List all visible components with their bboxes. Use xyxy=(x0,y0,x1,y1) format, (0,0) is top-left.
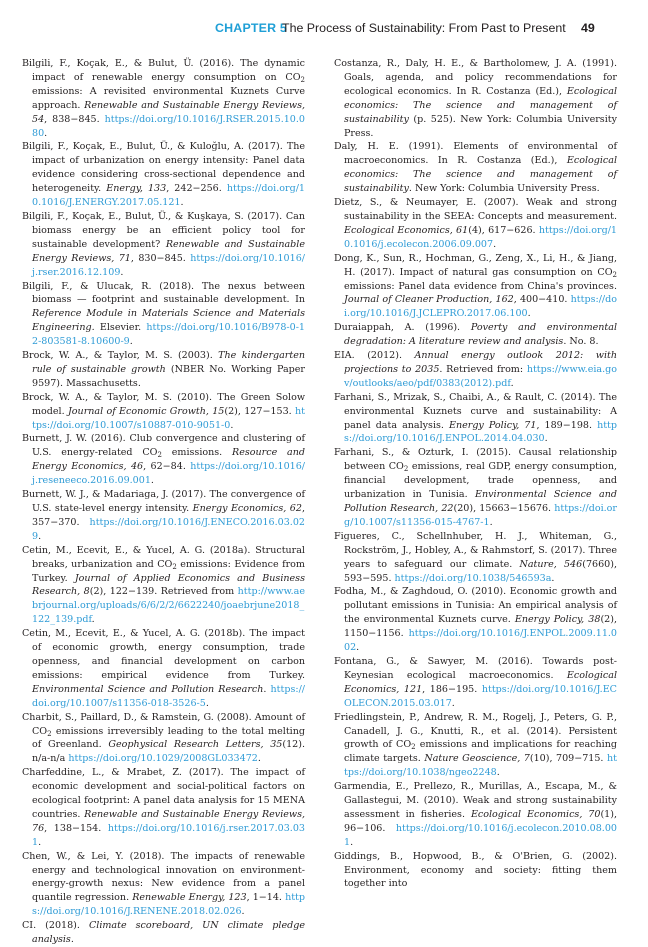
reference-entry xyxy=(22,544,305,627)
reference-text: . xyxy=(44,127,48,139)
doi-link[interactable]: https://doi.org/10.1016/j.rser.2017.03.031 xyxy=(32,822,305,848)
reference-source-title: Ecological economics: The science and management of sustainability xyxy=(344,155,617,195)
reference-text: Fodha, M., & Zaghdoud, O. (2010). Economic growth and pollutant emissions in Tunisia: An empirical analysis of the environmental Kuznets curve. xyxy=(334,586,617,626)
reference-source-title: Journal of Cleaner Production, 162 xyxy=(344,294,514,306)
reference-text: . Elsevier. xyxy=(91,322,147,334)
reference-text: Farhani, S., & Ozturk, I. (2015). Causal relationship between CO xyxy=(334,447,617,473)
reference-text: . xyxy=(257,753,261,765)
reference-source-title: Ecological Economics, 61 xyxy=(344,224,469,236)
reference-entry xyxy=(334,446,617,529)
reference-source-title: Geophysical Research Letters, 35 xyxy=(108,739,283,751)
reference-text: . xyxy=(38,836,42,848)
reference-entry xyxy=(334,196,617,252)
reference-text: . New York: Columbia University Press. xyxy=(408,183,600,195)
reference-text: Garmendia, E., Prellezo, R., Murillas, A., Escapa, M., & Gallastegui, M. (2010). Weak and strong sustainability assessment in fisheries. xyxy=(334,781,617,820)
references-column-left xyxy=(22,57,305,947)
reference-text: Giddings, B., Hopwood, B., & O'Brien, G. (2002). Environment, economy and society: fitting them together into xyxy=(334,850,617,890)
reference-source-title: Ecological economics: The science and management of sustainability xyxy=(344,85,617,125)
reference-text: Bilgili, F., & Ulucak, R. (2018). The nexus between biomass — footprint and sustainable development. In xyxy=(22,280,305,306)
reference-source-title: Energy Policy, 38 xyxy=(514,614,601,626)
doi-link[interactable]: https://doi.org/10.1016/j.rser.2016.12.109 xyxy=(32,252,305,278)
reference-text: (10), 709−715. xyxy=(529,753,607,765)
reference-text: emissions irreversibly leading to the total melting of Greenland. xyxy=(32,725,305,751)
reference-entry xyxy=(22,349,305,391)
reference-entry xyxy=(334,140,617,196)
reference-entry xyxy=(334,780,617,850)
reference-source-title: Environmental Science and Pollution Research xyxy=(32,683,264,695)
subscript: 2 xyxy=(47,729,52,738)
reference-text: (4), 617−626. xyxy=(468,224,539,236)
reference-entry xyxy=(334,252,617,322)
reference-source-title: Energy Policy, 71 xyxy=(448,419,537,431)
reference-text: Daly, H. E. (1991). Elements of environmental of macroeconomics. In R. Costanza (Ed.), xyxy=(334,141,617,167)
subscript: 2 xyxy=(300,75,305,84)
reference-text: Friedlingstein, P., Andrew, R. M., Rogelj, J., Peters, G. P., Canadell, J. G., Knutti, R., et al. (2014). Persistent growth of CO xyxy=(334,711,617,751)
reference-source-title: Renewable and Sustainable Energy Reviews, 71 xyxy=(32,238,305,264)
chapter-title: The Process of Sustainability: From Past to Present xyxy=(282,21,566,35)
reference-text: emissions: Evidence from Turkey. xyxy=(32,558,305,584)
reference-entry xyxy=(22,391,305,433)
reference-entry xyxy=(22,919,305,947)
doi-link[interactable]: https://doi.org/10.1016/J.ECOLECON.2015.03.017 xyxy=(344,683,617,709)
reference-text: (2), 127−153. xyxy=(224,405,296,417)
reference-entry xyxy=(334,711,617,781)
reference-text: (1), 96−106. xyxy=(344,808,618,834)
reference-entry xyxy=(334,391,617,447)
reference-text: , 186−195. xyxy=(422,683,482,695)
reference-text: (2), 1150−1156. xyxy=(344,614,618,640)
reference-text: . xyxy=(350,836,354,848)
reference-text: (20), 15663−15676. xyxy=(453,503,555,514)
chapter-label: CHAPTER 5 xyxy=(215,21,288,35)
doi-link[interactable]: https://doi.org/10.1007/s10887-010-9051-0 xyxy=(32,405,306,431)
reference-text: . xyxy=(510,377,514,389)
doi-link[interactable]: https://doi.org/10.1038/ngeo2248 xyxy=(344,753,617,779)
reference-text: . Retrieved from: xyxy=(439,363,527,375)
reference-text: . xyxy=(544,433,548,445)
reference-entry xyxy=(22,140,305,210)
reference-source-title: Reference Module in Materials Science and Materials Engineering xyxy=(32,308,305,334)
reference-text: . xyxy=(493,238,497,250)
doi-link[interactable]: https://doi.org/10.1016/J.JCLEPRO.2017.06.100 xyxy=(344,294,617,320)
doi-link[interactable]: https://doi.org/10.1007/s11356-018-3526-5 xyxy=(32,683,305,709)
reference-text: . xyxy=(489,516,493,528)
reference-text: emissions. xyxy=(161,447,233,459)
reference-entry xyxy=(334,585,617,655)
doi-link[interactable]: https://doi.org/10.1038/546593a xyxy=(394,572,552,584)
reference-text: Duraiappah, A. (1996). xyxy=(334,322,471,334)
reference-text: . xyxy=(38,530,42,542)
reference-text: . xyxy=(129,336,133,348)
doi-link[interactable]: https://doi.org/10.1016/J.ENPOL.2014.04.030 xyxy=(344,419,617,445)
reference-text: (2), 122−139. Retrieved from xyxy=(89,586,238,598)
reference-text: (p. 525). New York: Columbia University Press. xyxy=(344,113,617,139)
reference-source-title: Energy, 133 xyxy=(106,183,167,195)
subscript: 2 xyxy=(157,451,162,460)
reference-text: . xyxy=(496,767,500,779)
reference-source-title: Renewable and Sustainable Energy Reviews, 54 xyxy=(32,99,306,125)
reference-text: Chen, W., & Lei, Y. (2018). The impacts of renewable energy and technological innovation on environment-energy-growth nexus: New evidence from a panel quantile regression. xyxy=(22,850,305,904)
reference-text: , 830−845. xyxy=(130,252,191,264)
doi-link[interactable]: https://doi.org/10.1016/J.RSER.2015.10.080 xyxy=(32,113,305,139)
reference-text: Costanza, R., Daly, H. E., & Bartholomew, J. A. (1991). Goals, agenda, and policy recommendations for ecological economics. In R. Costanza (Ed.), xyxy=(334,58,617,97)
doi-link[interactable]: https://doi.org/10.1016/j.reseneeco.2016.09.001 xyxy=(32,461,306,487)
reference-text: Bilgili, F., Koçak, E., & Bulut, Ü. (2016). The dynamic impact of renewable energy consumption on CO xyxy=(22,58,305,83)
subscript: 2 xyxy=(411,743,416,752)
reference-source-title: Renewable and Sustainable Energy Reviews, 76 xyxy=(32,808,305,834)
reference-entry xyxy=(22,432,305,488)
reference-entry xyxy=(22,280,305,350)
reference-text: Dong, K., Sun, R., Hochman, G., Zeng, X., Li, H., & Jiang, H. (2017). Impact of natural gas consumption on CO xyxy=(334,252,617,278)
reference-text: , 838−845. xyxy=(44,113,105,125)
reference-source-title: Ecological Economics, 121 xyxy=(344,669,617,695)
reference-text: Burnett, W. J., & Madariaga, J. (2017). The convergence of U.S. state-level energy intensity. xyxy=(22,489,305,514)
reference-text: emissions, real GDP, energy consumption, financial development, trade openness, and urbanization in Tunisia. xyxy=(344,461,617,501)
reference-text: Charfeddine, L., & Mrabet, Z. (2017). The impact of economic development and social-political factors on ecological footprint: A panel data analysis for 15 MENA countries. xyxy=(22,767,305,820)
reference-source-title: The kindergarten rule of sustainable growth xyxy=(32,350,306,375)
reference-text: Brock, W. A., & Taylor, M. S. (2010). The Green Solow model. xyxy=(22,391,305,417)
reference-source-title: Journal of Applied Economics and Business Research, 8 xyxy=(32,572,305,598)
reference-text: , 189−198. xyxy=(536,419,598,431)
reference-text: , 242−256. xyxy=(166,183,227,195)
reference-entry xyxy=(22,711,305,767)
reference-text: Farhani, S., Mrizak, S., Chaibi, A., & Rault, C. (2014). The environmental Kuznets curve and sustainability: A panel data analysis. xyxy=(334,391,617,431)
reference-entry xyxy=(22,850,305,920)
reference-text: , 1−14. xyxy=(246,892,286,904)
reference-entry xyxy=(22,57,305,140)
reference-text: Figueres, C., Schellnhuber, H. J., Whiteman, G., Rockström, J., Hobley, A., & Rahmstorf, S. (2017). Three years to safeguard our climate. xyxy=(334,530,617,570)
reference-text: emissions: Panel data evidence from China's provinces. xyxy=(344,280,617,292)
reference-source-title: Ecological Economics, 70 xyxy=(470,808,601,820)
reference-source-title: Nature Geoscience, 7 xyxy=(424,753,530,765)
reference-source-title: Annual energy outlook 2012: with projections to 2035 xyxy=(344,350,617,375)
reference-text: Cetin, M., Ecevit, E., & Yucel, A. G. (2018a). Structural breaks, urbanization and CO xyxy=(22,544,305,570)
reference-text: . No. 8. xyxy=(563,336,599,348)
reference-text: , 62−84. xyxy=(143,461,191,473)
reference-text: CI. (2018). xyxy=(22,920,89,932)
reference-text: (12). n/a-n/a xyxy=(32,739,306,765)
reference-text: , 400−410. xyxy=(513,294,571,306)
reference-text: Charbit, S., Paillard, D., & Ramstein, G. (2008). Amount of CO xyxy=(22,711,305,737)
reference-entry xyxy=(22,210,305,280)
reference-text: EIA. (2012). xyxy=(334,350,415,362)
reference-entry xyxy=(334,530,617,586)
doi-link[interactable]: https://doi.org/10.1007/s11356-015-4767-1 xyxy=(344,503,617,528)
reference-text: . xyxy=(356,642,360,654)
reference-text: . xyxy=(180,197,184,209)
reference-text: . xyxy=(241,906,245,918)
reference-source-title: Renewable Energy, 123 xyxy=(132,892,247,904)
reference-source-title: Journal of Economic Growth, 15 xyxy=(67,405,225,417)
references-column-right xyxy=(334,57,617,891)
doi-link[interactable]: https://doi.org/10.1016/J.RENENE.2018.02.026 xyxy=(32,892,305,918)
doi-link[interactable]: https://doi.org/10.1016/J.ENERGY.2017.05.121 xyxy=(32,183,305,209)
reference-text: emissions and implications for reaching climate targets. xyxy=(344,739,617,765)
reference-text: . xyxy=(91,614,95,626)
reference-text: . xyxy=(70,934,74,946)
reference-text: Bilgili, F., Koçak, E., Bulut, Ü., & Kuşkaya, S. (2017). Can biomass energy be an efficient policy tool for sustainable development? xyxy=(22,210,305,250)
doi-link[interactable]: https://doi.org/10.1016/J.ENECO.2016.03.029 xyxy=(32,516,305,542)
reference-text: Dietz, S., & Neumayer, E. (2007). Weak and strong sustainability in the SEEA: Concepts and measurement. xyxy=(334,197,617,222)
reference-entry xyxy=(334,655,617,711)
reference-text: Cetin, M., Ecevit, E., & Yucel, A. G. (2018b). The impact of economic growth, energy consumption, trade openness, and financial development on carbon emissions: empirical evidence from Turkey. xyxy=(22,628,305,681)
reference-source-title: Energy Economics, 62 xyxy=(192,503,302,514)
reference-text: Bilgili, F., Koçak, E., Bulut, Ü., & Kuloğlu, A. (2017). The impact of urbanization on energy intensity: Panel data evidence considering cross-sectional dependence and heterogeneity. xyxy=(22,141,305,195)
doi-link[interactable]: https://doi.org/10.1016/J.ENPOL.2009.11.002 xyxy=(344,628,617,654)
reference-text: . xyxy=(263,683,271,695)
doi-link[interactable]: https://www.eia.gov/outlooks/aeo/pdf/0383(2012).pdf xyxy=(344,363,617,389)
subscript: 2 xyxy=(172,562,177,571)
reference-text: . xyxy=(230,419,234,431)
reference-source-title: Poverty and environmental degradation: A literature review and analysis xyxy=(344,322,618,348)
reference-text: , 138−154. xyxy=(44,822,108,834)
reference-text: (7660), 593−595. xyxy=(344,558,617,584)
doi-link[interactable]: https://doi.org/10.1029/2008GL033472 xyxy=(68,753,258,765)
doi-link[interactable]: https://doi.org/10.1016/B978-0-12-803581-8.10600-9 xyxy=(32,322,305,348)
reference-source-title: Environmental Science and Pollution Research, 22 xyxy=(344,489,617,514)
reference-entry xyxy=(22,627,305,710)
reference-text: . xyxy=(205,697,209,709)
subscript: 2 xyxy=(403,465,409,474)
reference-text: . xyxy=(551,572,555,584)
reference-entry xyxy=(334,349,617,391)
reference-entry xyxy=(334,321,617,349)
reference-source-title: Climate scoreboard, UN climate pledge analysis xyxy=(32,920,305,946)
reference-text: . xyxy=(527,308,531,320)
reference-text: Fontana, G., & Sawyer, M. (2016). Towards post-Keynesian ecological macroeconomics. xyxy=(334,655,617,681)
reference-source-title: Resource and Energy Economics, 46 xyxy=(32,447,305,473)
subscript: 2 xyxy=(612,270,617,279)
reference-entry xyxy=(334,57,617,140)
reference-text: (NBER No. Working Paper 9597). Massachusetts. xyxy=(32,363,305,389)
reference-source-title: Nature, 546 xyxy=(519,558,583,570)
reference-text: , 357−370. xyxy=(32,503,305,528)
reference-entry xyxy=(334,850,617,892)
reference-entry xyxy=(22,766,305,849)
doi-link[interactable]: http://www.aebrjournal.org/uploads/6/6/2/2/6622240/joaebrjune2018_122_139.pdf xyxy=(32,586,305,626)
doi-link[interactable]: https://doi.org/10.1016/j.ecolecon.2006.09.007 xyxy=(344,224,618,250)
page-number: 49 xyxy=(581,21,595,35)
reference-text: emissions: A revisited environmental Kuznets Curve approach. xyxy=(32,85,305,111)
doi-link[interactable]: https://doi.org/10.1016/j.ecolecon.2010.08.001 xyxy=(344,822,617,848)
reference-entry xyxy=(22,488,305,544)
reference-text: Brock, W. A., & Taylor, M. S. (2003). xyxy=(22,350,219,362)
reference-text: . xyxy=(120,266,124,278)
reference-text: . xyxy=(451,697,455,709)
reference-text: Burnett, J. W. (2016). Club convergence and clustering of U.S. energy-related CO xyxy=(22,433,305,459)
reference-text: . xyxy=(150,475,154,487)
